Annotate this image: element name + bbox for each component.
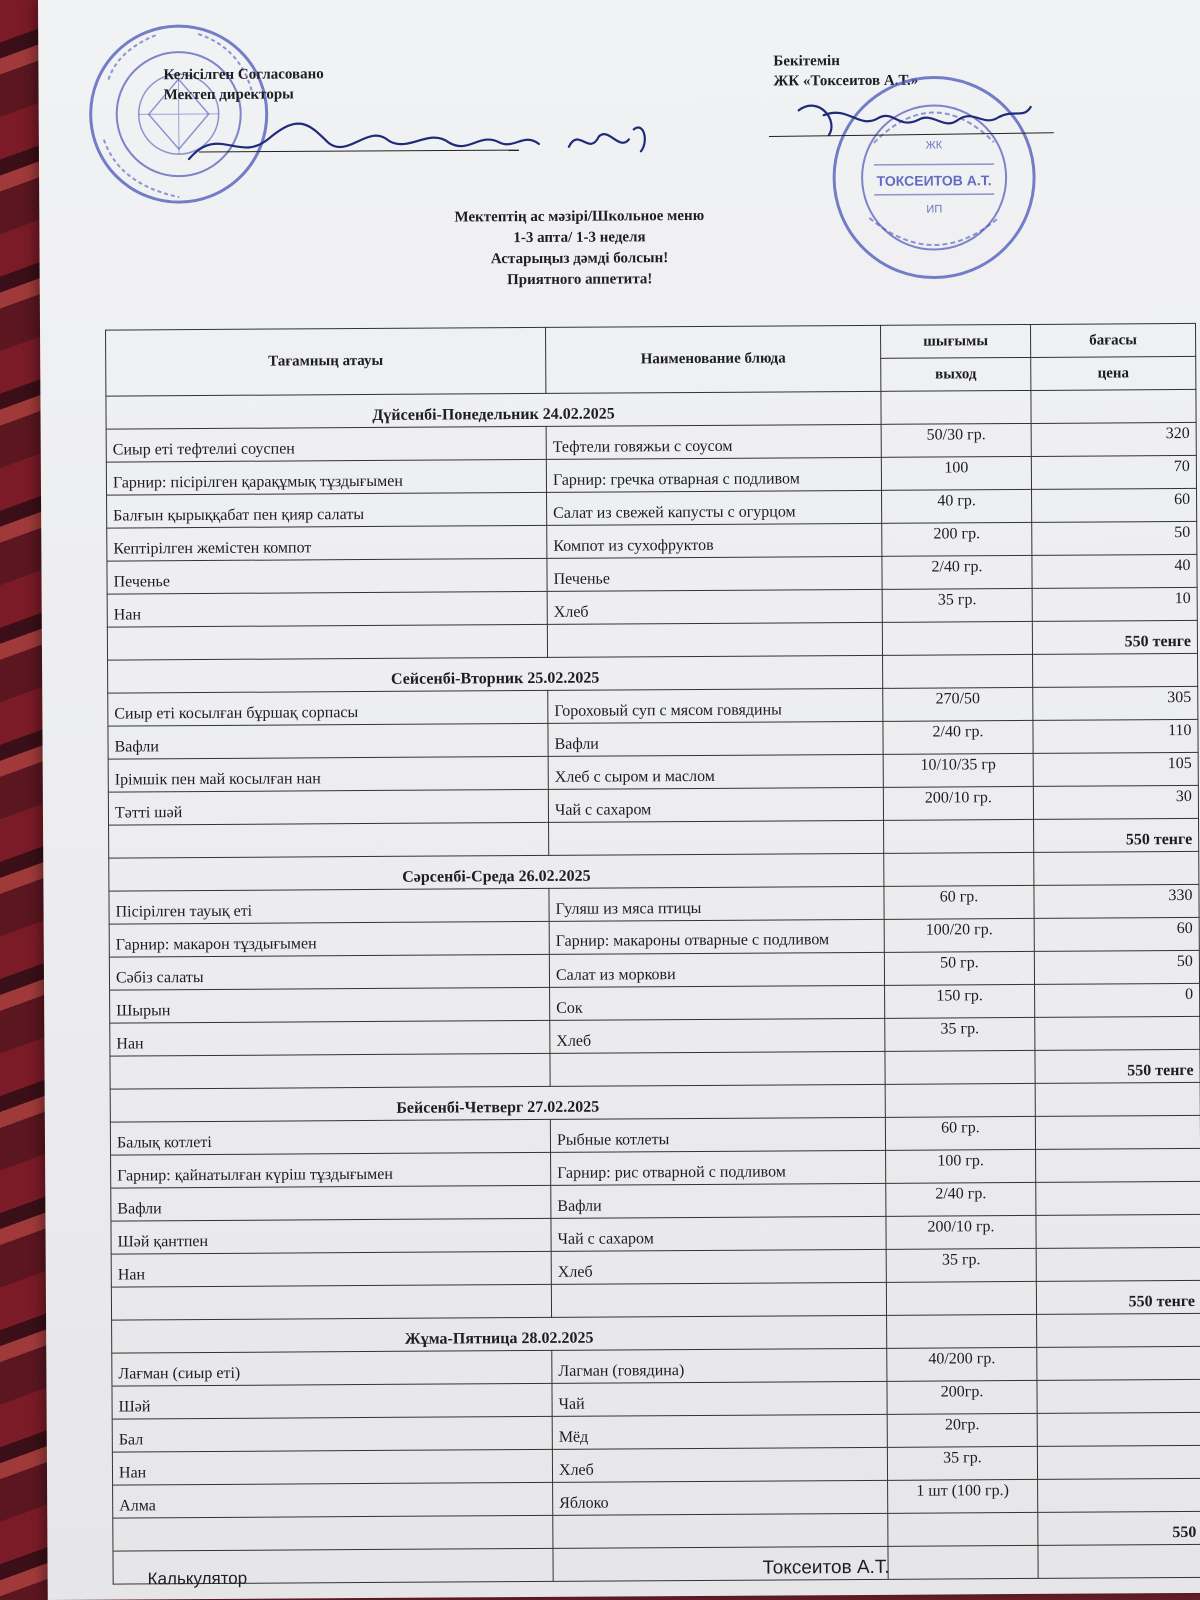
dish-price: 0: [1035, 983, 1200, 1017]
dish-name-kz: Пісірілген тауық еті: [109, 888, 549, 924]
dish-output: 100 гр.: [886, 1149, 1036, 1183]
menu-document: [38, 0, 1200, 1600]
menu-table: [105, 323, 1200, 1585]
dish-name-ru: Хлеб: [552, 1447, 887, 1482]
dish-price: 105: [1033, 752, 1198, 786]
col-header-output-ru: выход: [881, 357, 1031, 391]
dish-output: 200/10 гр.: [883, 786, 1033, 820]
dish-output: 270/50: [883, 687, 1033, 721]
dish-output: 35 гр.: [886, 1248, 1036, 1282]
approve-label: Бекітемін: [773, 53, 840, 70]
dish-name-ru: Хлеб: [551, 1249, 886, 1284]
dish-name-kz: Нан: [107, 591, 547, 627]
dish-price: 10: [1032, 587, 1197, 621]
dish-output: 35 гр.: [885, 1017, 1035, 1051]
dish-output: 35 гр.: [882, 588, 1032, 622]
dish-name-kz: Тәтті шәй: [108, 789, 548, 825]
dish-output: 10/10/35 гр: [883, 753, 1033, 787]
dish-name-kz: Гарнир: қайнатылған күріш тұздығымен: [111, 1152, 551, 1188]
dish-name-kz: Бал: [112, 1416, 552, 1452]
dish-name-ru: Гуляш из мяса птицы: [549, 886, 884, 921]
dish-name-ru: Компот из сухофруктов: [547, 523, 882, 558]
dish-output: 20гр.: [887, 1413, 1037, 1447]
dish-name-kz: Сиыр еті косылған бұршақ сорпасы: [108, 690, 548, 726]
dish-output: 200/10 гр.: [886, 1215, 1036, 1249]
dish-name-kz: Лағман (сиыр еті): [112, 1350, 552, 1386]
dish-price: 60: [1032, 488, 1197, 522]
dish-name-kz: Сиыр еті тефтелиі соуспен: [106, 426, 546, 462]
dish-output: 40/200 гр.: [887, 1347, 1037, 1381]
col-header-ru: Наименование блюда: [546, 325, 881, 393]
dish-output: 60 гр.: [884, 885, 1034, 919]
dish-name-ru: Вафли: [548, 721, 883, 756]
day-total: 550 тенге: [1032, 620, 1197, 654]
menu-body: [106, 389, 1200, 1584]
dish-output: 150 гр.: [885, 984, 1035, 1018]
dish-price: 330: [1034, 884, 1199, 918]
day-title: Сәрсенбі-Среда 26.02.2025: [109, 853, 884, 891]
day-title: Сейсенбі-Вторник 25.02.2025: [108, 655, 883, 693]
dish-name-kz: Гарнир: макарон тұздығымен: [109, 921, 549, 957]
dish-name-kz: Алма: [113, 1482, 553, 1518]
dish-name-ru: Печенье: [547, 556, 882, 591]
dish-price: 50: [1034, 950, 1199, 984]
dish-price: [1036, 1148, 1200, 1182]
day-total: 550 тенге: [1036, 1280, 1200, 1314]
dish-output: 100: [881, 456, 1031, 490]
dish-price: [1035, 1115, 1200, 1149]
dish-price: 30: [1033, 785, 1198, 819]
col-header-price-ru: цена: [1031, 356, 1196, 390]
day-total: 550 тенге: [1034, 818, 1199, 852]
dish-price: 50: [1032, 521, 1197, 555]
dish-name-ru: Мёд: [552, 1414, 887, 1449]
dish-output: 40 гр.: [882, 489, 1032, 523]
dish-name-ru: Тефтели говяжьи с соусом: [546, 424, 881, 459]
dish-name-ru: Гарнир: гречка отварная с подливом: [546, 457, 881, 492]
day-total: 550 тенге: [1035, 1049, 1200, 1083]
footer-signatory: Токсеитов А.Т.: [762, 1556, 890, 1579]
agreement-block: [163, 64, 324, 105]
dish-name-kz: Вафли: [111, 1185, 551, 1221]
dish-price: [1037, 1412, 1200, 1446]
empty-row: [113, 1544, 1200, 1584]
dish-name-ru: Чай: [552, 1381, 887, 1416]
dish-name-kz: Гарнир: пісірілген қарақұмық тұздығымен: [106, 459, 546, 495]
footer-calculator: Калькулятор: [147, 1568, 248, 1589]
director-signature-icon: [179, 101, 659, 174]
dish-name-ru: Гороховый суп с мясом говядины: [548, 688, 883, 723]
col-header-price-kz: бағасы: [1031, 323, 1196, 357]
dish-output: 50 гр.: [884, 951, 1034, 985]
dish-output: 2/40 гр.: [882, 555, 1032, 589]
title-line-2: 1-3 апта/ 1-3 неделя: [513, 229, 646, 247]
dish-price: [1038, 1478, 1200, 1512]
page-title: [329, 205, 830, 292]
dish-output: 2/40 гр.: [883, 720, 1033, 754]
dish-output: 1 шт (100 гр.): [888, 1479, 1038, 1513]
dish-name-kz: Нан: [112, 1449, 552, 1485]
day-title: Дүйсенбі-Понедельник 24.02.2025: [106, 391, 881, 429]
day-total: 550: [1038, 1511, 1200, 1545]
dish-name-ru: Рыбные котлеты: [550, 1117, 885, 1152]
dish-output: 200гр.: [887, 1380, 1037, 1414]
seal-center-bottom: ИП: [926, 203, 943, 216]
dish-name-kz: Балық котлеті: [110, 1119, 550, 1155]
dish-name-ru: Гарнир: рис отварной с подливом: [551, 1150, 886, 1185]
dish-output: 100/20 гр.: [884, 918, 1034, 952]
dish-name-kz: Шырын: [110, 987, 550, 1023]
dish-output: 60 гр.: [885, 1116, 1035, 1150]
dish-price: [1036, 1247, 1200, 1281]
dish-name-ru: Лагман (говядина): [552, 1348, 887, 1383]
dish-price: 70: [1031, 455, 1196, 489]
day-title: Жұма-Пятница 28.02.2025: [112, 1315, 887, 1353]
dish-name-kz: Печенье: [107, 558, 547, 594]
dish-name-ru: Хлеб: [547, 589, 882, 624]
dish-price: [1035, 1016, 1200, 1050]
dish-name-kz: Нан: [111, 1251, 551, 1287]
col-header-kz: Тағамның атауы: [106, 327, 546, 396]
dish-price: [1037, 1445, 1200, 1479]
dish-name-kz: Нан: [110, 1020, 550, 1056]
dish-price: 305: [1033, 686, 1198, 720]
dish-name-kz: Балғын қырыққабат пен қияр салаты: [107, 492, 547, 528]
dish-name-ru: Сок: [550, 985, 885, 1020]
dish-name-kz: Сәбіз салаты: [109, 954, 549, 990]
dish-name-ru: Хлеб: [550, 1018, 885, 1053]
dish-price: [1036, 1181, 1200, 1215]
dish-price: [1037, 1379, 1200, 1413]
dish-name-ru: Яблоко: [553, 1480, 888, 1515]
dish-name-kz: Кептірілген жемістен компот: [107, 525, 547, 561]
company-label: ЖК «Токсеитов А.Т.»: [773, 72, 919, 90]
dish-name-ru: Чай с сахаром: [548, 787, 883, 822]
dish-price: 320: [1031, 422, 1196, 456]
dish-output: 2/40 гр.: [886, 1182, 1036, 1216]
seal-center-name: ТОКСЕИТОВ А.Т.: [876, 172, 992, 189]
dish-output: 35 гр.: [887, 1446, 1037, 1480]
agreed-label: Келісілген Согласовано: [163, 66, 324, 84]
dish-name-ru: Чай с сахаром: [551, 1216, 886, 1251]
dish-name-ru: Вафли: [551, 1183, 886, 1218]
dish-name-ru: Салат из моркови: [549, 952, 884, 987]
dish-price: [1037, 1346, 1200, 1380]
dish-price: 40: [1032, 554, 1197, 588]
dish-name-kz: Ірімшік пен май косылған нан: [108, 756, 548, 792]
seal-center-top: ЖК: [925, 139, 943, 152]
dish-price: 110: [1033, 719, 1198, 753]
dish-price: 60: [1034, 917, 1199, 951]
dish-name-kz: Шәй: [112, 1383, 552, 1419]
dish-name-kz: Шәй қантпен: [111, 1218, 551, 1254]
dish-price: [1036, 1214, 1200, 1248]
dish-output: 50/30 гр.: [881, 423, 1031, 457]
title-line-1: Мектептің ас мәзірі/Школьное меню: [454, 207, 705, 226]
dish-name-kz: Вафли: [108, 723, 548, 759]
dish-name-ru: Хлеб с сыром и маслом: [548, 754, 883, 789]
director-label: Мектеп директоры: [163, 86, 294, 104]
entrepreneur-signature-icon: [769, 89, 1059, 146]
day-title: Бейсенбі-Четверг 27.02.2025: [110, 1084, 885, 1122]
title-line-3: Астарыңыз дәмді болсын!: [490, 250, 669, 268]
col-header-output-kz: шығымы: [881, 324, 1031, 358]
title-line-4: Приятного аппетита!: [507, 271, 653, 289]
dish-output: 200 гр.: [882, 522, 1032, 556]
dish-name-ru: Салат из свежей капусты с огурцом: [547, 490, 882, 525]
dish-name-ru: Гарнир: макароны отварные с подливом: [549, 919, 884, 954]
